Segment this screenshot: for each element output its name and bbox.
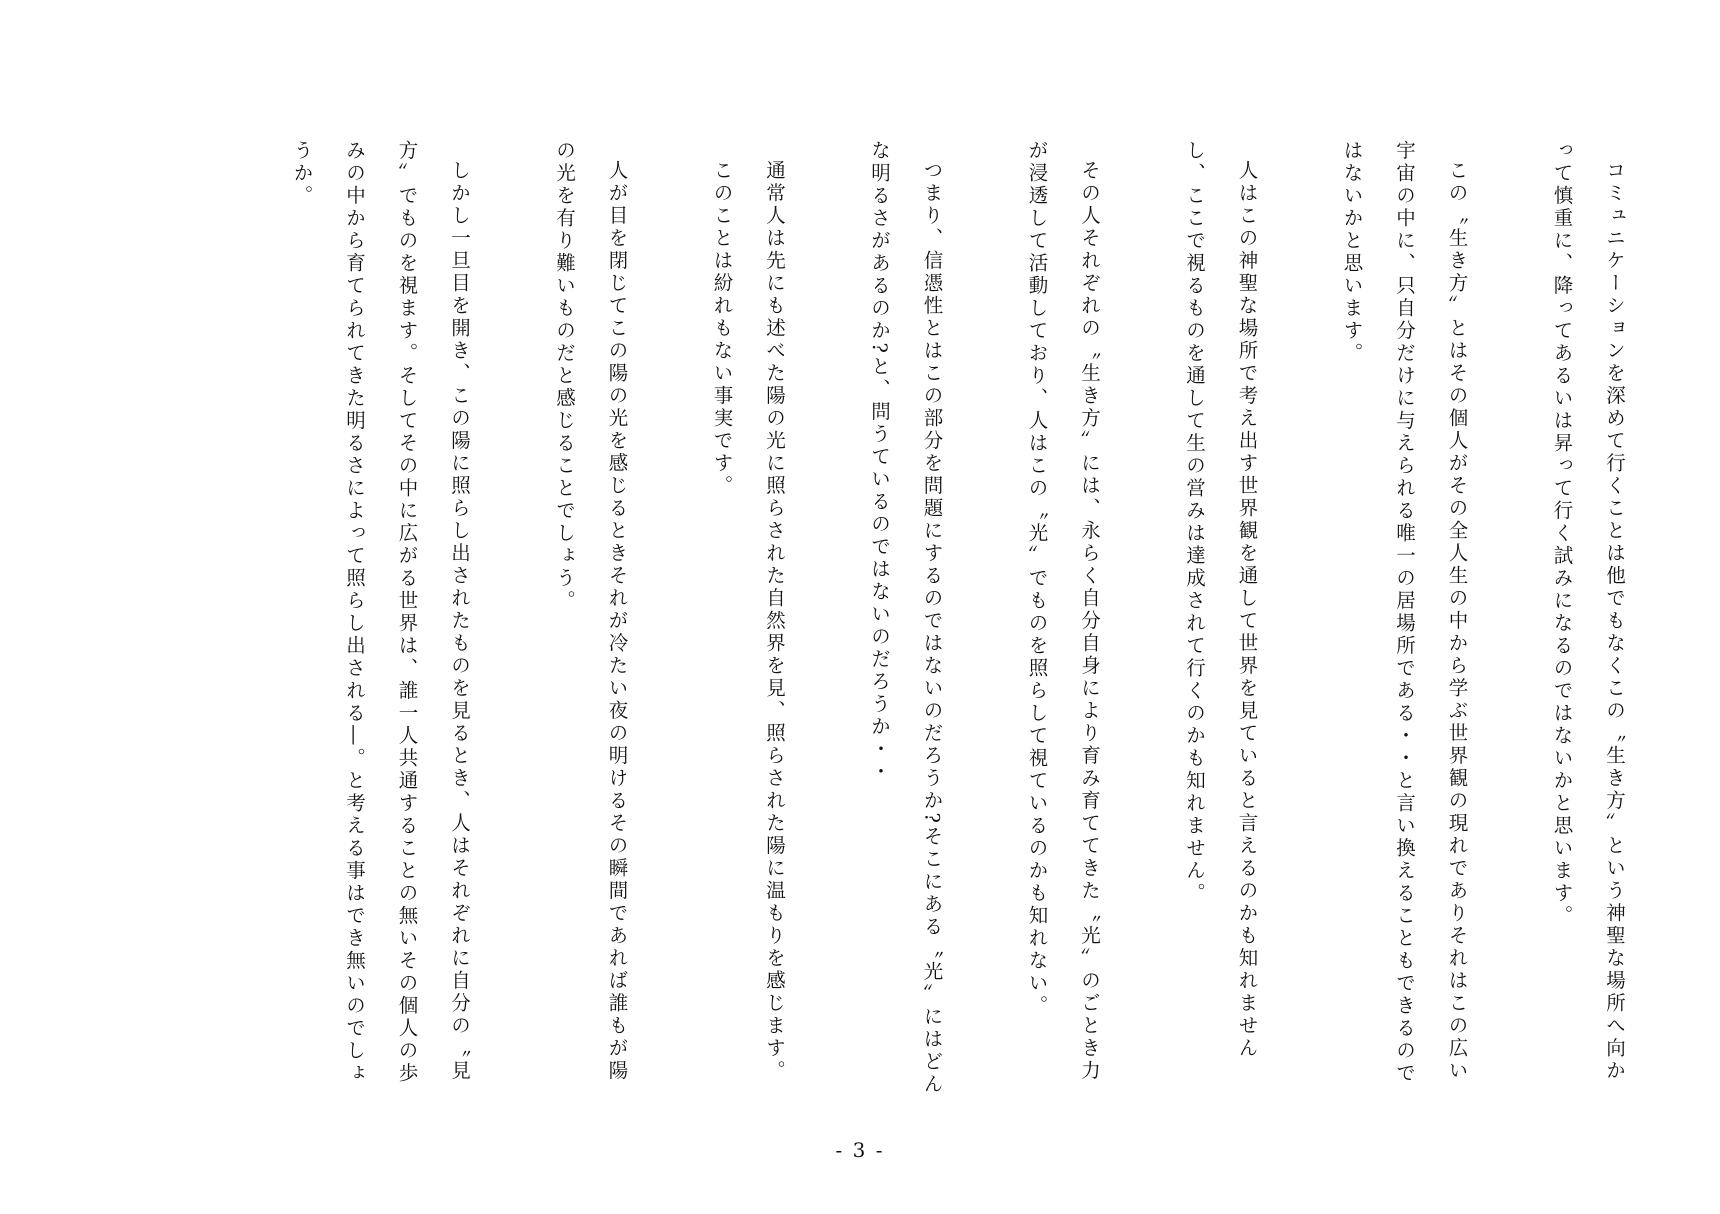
paragraph-8: 人が目を閉じてこの陽の光を感じるときそれが冷たい夜の明けるその瞬間であれば誰もが陽の光を有り難いものだと感じることでしょう。 bbox=[553, 140, 629, 1082]
paragraph-spacer bbox=[1115, 140, 1168, 1100]
paragraph-4: その人それぞれの〝生き方〟には、永らく自分自身により育み育ててきた〝光〟のごとき力が浸透して活動しており、人はこの〝光〟でものを照らして視ているのかも知れない。 bbox=[1025, 140, 1101, 1082]
paragraph-spacer bbox=[1483, 140, 1536, 1100]
vertical-text-body bbox=[80, 140, 1640, 1100]
paragraph-6: 通常人は先にも述べた陽の光に照らされた自然界を見、照らされた陽に温もりを感じます。 bbox=[763, 159, 786, 1082]
paragraph-3: 人はこの神聖な場所で考え出す世界観を通して世界を見ていると言えるのかも知れませんし、ここで視るものを通して生の営みは達成されて行くのかも知れません。 bbox=[1183, 140, 1259, 1060]
paragraph-5: つまり、信憑性とはこの部分を問題にするのではないのだろうか?そこにある〝光〟にはどんな明るさがあるのか?と、問うているのではないのだろうか・・ bbox=[868, 140, 944, 1096]
paragraph-7: このことは紛れもない事実です。 bbox=[710, 159, 734, 497]
paragraph-1: コミュニケーションを深めて行くことは他でもなくこの〝生き方〟という神聖な場所へ向かって慎重に、降ってあるいは昇って行く試みになるのではないかと思います。 bbox=[1550, 140, 1626, 1082]
paragraph-9: しかし一旦目を開き、この陽に照らし出されたものを見るとき、人はそれぞれに自分の〝見方〟でものを視ます。そしてその中に広がる世界は、誰一人共通することの無いその個人の歩みの中から育てられてきた明るさによって照らし出される―。と考える事はでき無いのでしょうか。 bbox=[290, 140, 471, 1085]
paragraph-spacer bbox=[958, 140, 1011, 1100]
page-number: - 3 - bbox=[835, 1138, 885, 1162]
paragraph-spacer bbox=[643, 140, 696, 1100]
paragraph-2: この〝生き方〟とはその個人がその全人生の中から学ぶ世界観の現れでありそれはこの広い宇宙の中に、只自分だけに与えられる唯一の居場所である・・と言い換えることもできるのではないかと思います。 bbox=[1340, 140, 1469, 1085]
paragraph-spacer bbox=[1273, 140, 1326, 1100]
paragraph-spacer bbox=[800, 140, 853, 1100]
paragraph-spacer bbox=[485, 140, 538, 1100]
